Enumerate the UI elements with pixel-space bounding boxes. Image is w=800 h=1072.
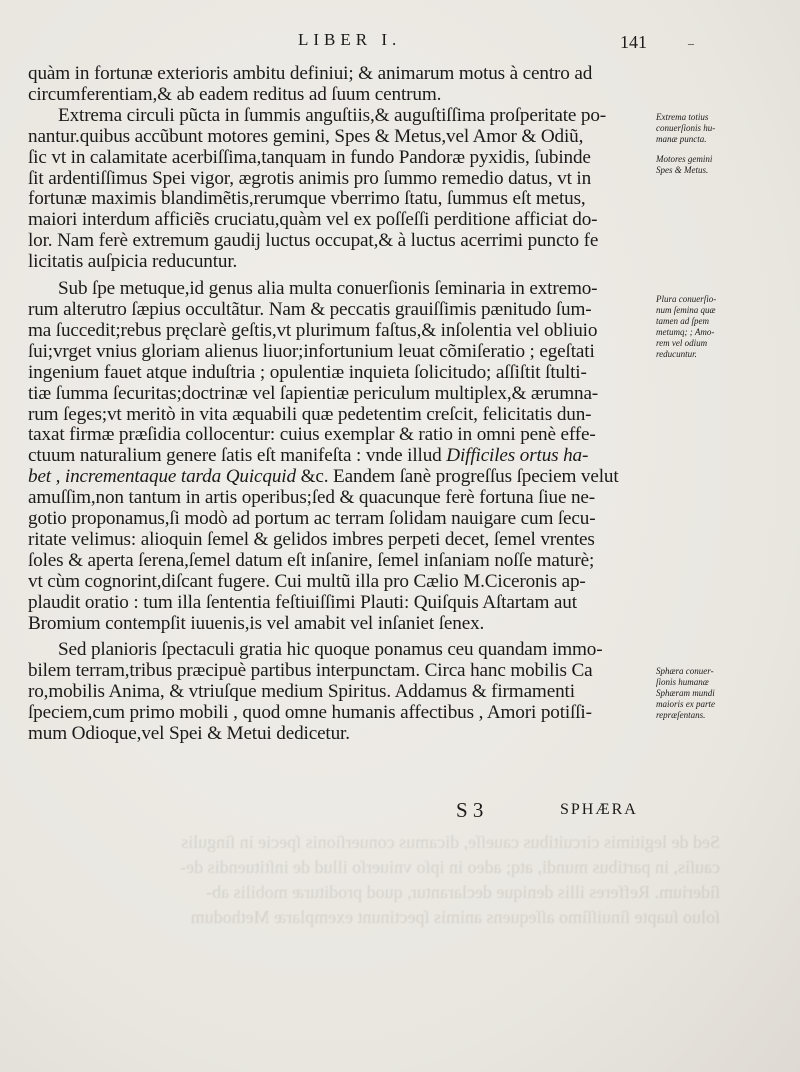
text-segment: ctuum naturalium genere ſatis eſt manifeſta : vnde illud <box>28 445 442 467</box>
margin-note-line: Motores gemini <box>656 154 713 164</box>
text-line: licitatis auſpicia reducuntur. <box>28 251 238 273</box>
margin-note-line: Extrema totius <box>656 112 709 122</box>
text-segment: &c. Eandem ſanè progreſſus ſpeciem velut <box>295 466 619 488</box>
text-line: ſui;vrget vnius gloriam alienus liuor;infortunium leuat cõmiſeratio ; egeſtati <box>28 340 595 362</box>
margin-note-line: Spes & Metus. <box>656 165 709 175</box>
text-line: ma ſuccedit;rebus pręclarè geſtis,vt plurimum faſtus,& inſolentia vel obliuio <box>28 319 598 341</box>
text-line: tiæ ſumma ſecuritas;doctrinæ vel ſapientiæ periculum multiplex,& ærumna- <box>28 382 599 404</box>
text-line: ritate velimus: alioquin ſemel & gelidos imbres perpeti decet, ſemel vrentes <box>28 528 595 550</box>
margin-note-line: Sphæram mundi <box>656 688 715 698</box>
text-line: rum alterutro ſæpius occultãtur. Nam & peccatis grauiſſimis pænitudo ſum- <box>28 298 592 320</box>
text-line <box>28 467 652 488</box>
text-line: gotio proponamus,ſi modò ad portum ac terram ſolidam nauigare cum ſecu- <box>28 508 596 530</box>
quotation: bet , incrementaque tarda Quicquid <box>28 466 296 488</box>
text-line: vt cùm cognorint,diſcant fugere. Cui multũ illa pro Cælio M.Ciceronis ap- <box>28 570 586 592</box>
text-line: mum Odioque,vel Spei & Metui dedicetur. <box>28 723 350 745</box>
text-line: Sed planioris ſpectaculi gratia hic quoque ponamus ceu quandam immo- <box>58 639 603 661</box>
paragraph-3 <box>28 279 652 634</box>
text-line: circumferentiam,& ab eadem reditus ad ſuum centrum. <box>28 83 442 105</box>
text-line: ro,mobilis Anima, & vtriuſque medium Spiritus. Addamus & firmamenti <box>28 681 575 703</box>
paragraph-4 <box>28 640 652 745</box>
text-line: Extrema circuli pũcta in ſummis anguſtiis,& auguſtiſſima proſperitate po- <box>58 104 607 126</box>
text-line <box>28 446 652 467</box>
show-through-text: Sed de legitimis circuitibus caueſſe, dicamus conuerſionis ſpecie in ſingulis cauſis, in partibus mundi, atq; adeo in ipſo vniuerſo illud de inſtituendis de- ſiderium. Refferes illis denique declarantur, quod prodituræ mobilis ab- ſoluo ſuapte ſinuiſſimo aſſequens animis ſpectinunt exemplaræ Methodum <box>180 832 720 927</box>
running-title: LIBER I. <box>298 30 402 49</box>
text-line: ſpeciem,cum primo mobili , quod omne humanis affectibus , Amori potiſſi- <box>28 702 592 724</box>
catchword: SPHÆRA <box>560 801 638 818</box>
margin-note-line: num ſemina quæ <box>656 305 716 315</box>
paragraph-1 <box>28 64 652 106</box>
text-line: amuſſim,non tantum in artis operibus;ſed & quacunque ferè fortuna ſiue ne- <box>28 487 596 509</box>
paragraph-2 <box>28 106 652 273</box>
text-line: lor. Nam ferè extremum gaudij luctus occupat,& à luctus acerrimi puncto fe <box>28 230 599 252</box>
margin-note-extrema <box>656 112 752 145</box>
page-footer <box>0 798 800 822</box>
margin-note-plura <box>656 294 752 360</box>
text-line: quàm in fortunæ exterioris ambitu definiui; & animarum motus à centro ad <box>28 63 593 84</box>
text-line: bilem terram,tribus præcipuè partibus interpunctam. Circa hanc mobilis Ca <box>28 660 593 682</box>
text-line: Bromium contempſit iuuenis,is vel amabit vel inſaniet ſenex. <box>28 612 485 634</box>
margin-note-line: manæ puncta. <box>656 134 707 144</box>
page-number: 141 <box>620 32 647 52</box>
text-line: plaudit oratio : tum illa ſententia feſtiuiſſimi Plauti: Quiſquis Aſtartam aut <box>28 591 577 613</box>
quotation: Difficiles ortus ha- <box>446 445 589 467</box>
main-text <box>28 64 652 745</box>
margin-note-line: Sphæra conuer- <box>656 666 714 676</box>
text-line: nantur.quibus accũbunt motores gemini, Spes & Metus,vel Amor & Odiũ, <box>28 125 584 147</box>
text-line: ſoles & aperta ſerena,ſemel datum eſt inſanire, ſemel inſaniam noſſe maturè; <box>28 549 595 571</box>
margin-note-line: reducuntur. <box>656 349 697 359</box>
margin-note-line: tamen ad ſpem <box>656 316 709 326</box>
header-mark: – <box>688 36 694 50</box>
margin-note-line: metumq; ; Amo- <box>656 327 715 337</box>
text-line: rum ſeges;vt meritò in vita æquabili quæ pedetentim creſcit, felicitatis dun- <box>28 403 592 425</box>
margin-note-line: rem vel odium <box>656 338 708 348</box>
text-line: ſit ardentiſſimus Spei vigor, ægrotis animis pro ſummo remedio datus, vt in <box>28 167 592 189</box>
page-header <box>0 30 800 54</box>
text-line: maiori interdum afficiẽs cruciatu,quàm vel ex poſſeſſi perditione afficiat do- <box>28 209 598 231</box>
margin-note-motores <box>656 154 752 176</box>
margin-note-line: conuerſionis hu- <box>656 123 716 133</box>
margin-note-line: maioris ex parte <box>656 699 715 709</box>
text-line: ingenium fauet atque induſtria ; opulentiæ inquieta ſolicitudo; aſſiſtit ſtulti- <box>28 361 587 383</box>
text-line: Sub ſpe metuque,id genus alia multa conuerſionis ſeminaria in extremo- <box>58 278 598 300</box>
text-line: ſic vt in calamitate acerbiſſima,tanquam in fundo Pandoræ pyxidis, ſubinde <box>28 146 591 168</box>
margin-note-sphaera <box>656 666 752 721</box>
text-line: fortunæ maximis blandimẽtis,rerumque vberrimo ſtatu, ſummus eſt metus, <box>28 188 586 210</box>
margin-note-line: repræſentans. <box>656 710 706 720</box>
margin-note-line: Plura conuerſio- <box>656 294 717 304</box>
signature-mark: S 3 <box>456 798 484 822</box>
margin-note-line: ſionis humanæ <box>656 677 709 687</box>
text-line: taxat firmæ præſidia collocentur: cuius exemplar & ratio in omni penè effe- <box>28 424 596 446</box>
